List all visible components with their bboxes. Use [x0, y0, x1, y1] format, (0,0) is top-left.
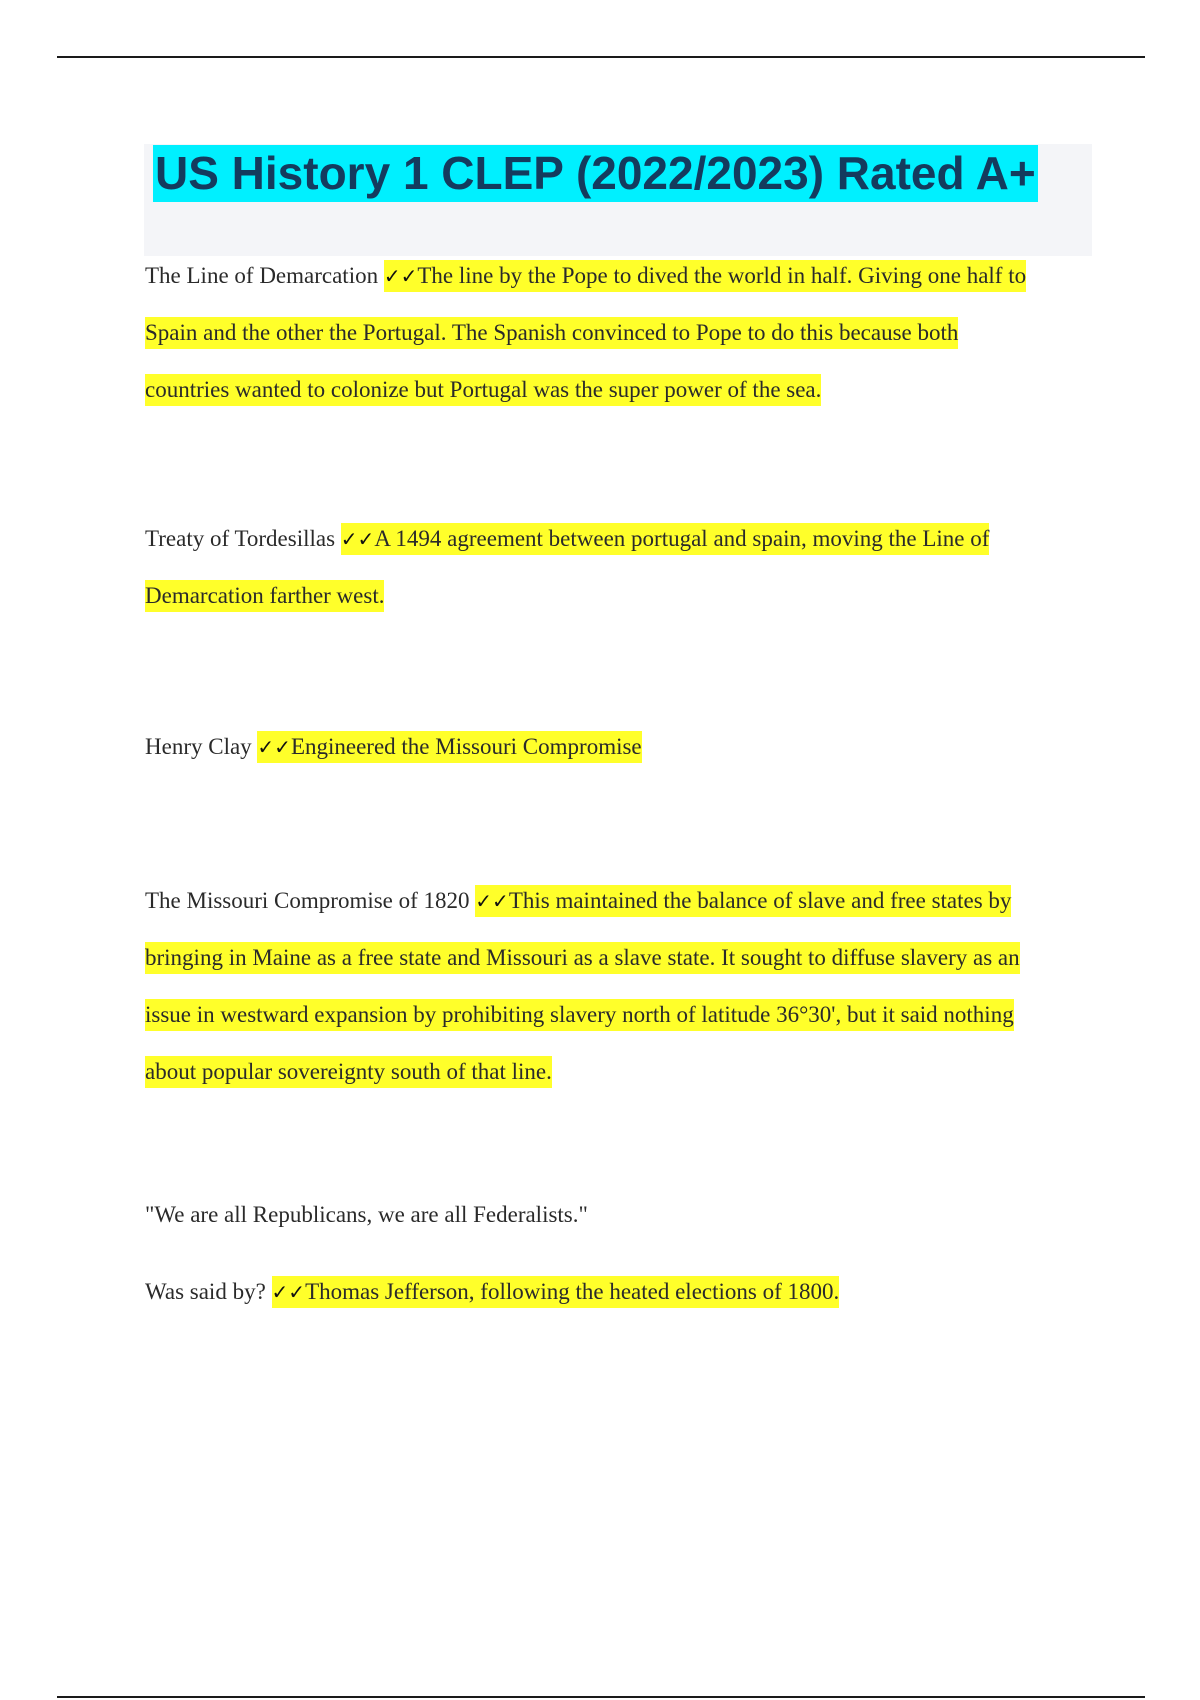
bottom-rule	[57, 1696, 1145, 1698]
entry-line	[145, 247, 1085, 304]
term: Henry Clay	[145, 734, 252, 759]
answer-text: Spain and the other the Portugal. The Spanish convinced to Pope to do this because both	[145, 317, 958, 349]
answer-text: bringing in Maine as a free state and Missouri as a slave state. It sought to diffuse slavery as an	[145, 942, 1020, 974]
answer-highlight	[384, 260, 1026, 292]
answer-text: Engineered the Missouri Compromise	[290, 734, 642, 759]
answer-text: Thomas Jefferson, following the heated elections of 1800.	[305, 1279, 840, 1304]
entry-line	[145, 567, 1085, 624]
entry-treaty-of-tordesillas	[145, 510, 1085, 624]
answer-text: The line by the Pope to dived the world in half. Giving one half to	[417, 263, 1027, 288]
term: The Line of Demarcation	[145, 263, 379, 288]
entry-line	[145, 1263, 1085, 1320]
entry-line	[145, 872, 1085, 929]
entry-missouri-compromise	[145, 872, 1085, 1100]
answer-text: A 1494 agreement between portugal and spain, moving the Line of	[374, 526, 990, 551]
entry-line	[145, 361, 1085, 418]
entry-line	[145, 929, 1085, 986]
entry-line-of-demarcation	[145, 247, 1085, 418]
entry-line	[145, 718, 1085, 775]
double-check-icon: ✓✓	[271, 1280, 306, 1304]
entry-republicans-federalists	[145, 1186, 1085, 1243]
answer-text: about popular sovereignty south of that line.	[145, 1056, 552, 1088]
entry-henry-clay	[145, 718, 1085, 775]
answer-highlight	[475, 885, 1011, 917]
answer-text: Demarcation farther west.	[145, 580, 384, 612]
document-title: US History 1 CLEP (2022/2023) Rated A+	[153, 145, 1038, 202]
answer-highlight	[341, 523, 990, 555]
double-check-icon: ✓✓	[475, 889, 509, 913]
term: Treaty of Tordesillas	[145, 526, 336, 551]
answer-text: This maintained the balance of slave and free states by	[508, 888, 1012, 913]
answer-text: issue in westward expansion by prohibiting slavery north of latitude 36°30', but it said nothing	[145, 999, 1014, 1031]
answer-text: countries wanted to colonize but Portugal was the super power of the sea.	[145, 374, 821, 406]
term: The Missouri Compromise of 1820	[145, 888, 470, 913]
entry-was-said-by	[145, 1263, 1085, 1320]
top-rule	[57, 56, 1145, 58]
double-check-icon: ✓✓	[257, 735, 291, 759]
double-check-icon: ✓✓	[383, 264, 418, 288]
entry-line	[145, 304, 1085, 361]
entry-question: "We are all Republicans, we are all Federalists."	[145, 1202, 588, 1227]
entry-line	[145, 510, 1085, 567]
entry-line	[145, 1043, 1085, 1100]
term: Was said by?	[145, 1279, 266, 1304]
answer-highlight	[257, 731, 641, 763]
entry-line	[145, 986, 1085, 1043]
double-check-icon: ✓✓	[340, 527, 375, 551]
answer-highlight	[272, 1276, 840, 1308]
